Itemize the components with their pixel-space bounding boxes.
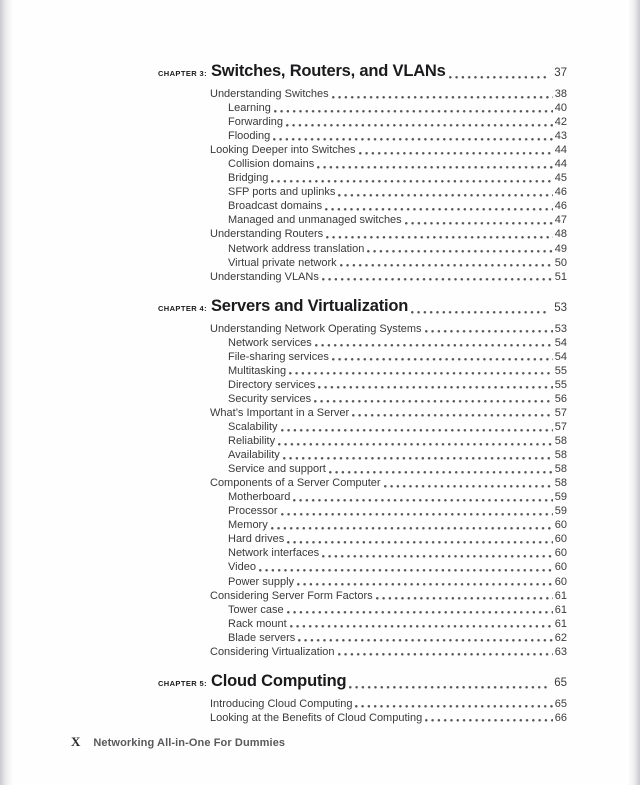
dot-leader — [278, 504, 555, 518]
toc-entry-row — [155, 350, 567, 364]
dot-leader — [352, 697, 554, 711]
entry-label: Managed and unmanaged switches — [228, 214, 402, 227]
dot-leader — [275, 434, 555, 448]
dot-leader — [256, 560, 555, 574]
entry-label: Broadcast domains — [228, 200, 323, 213]
dot-leader — [319, 270, 555, 284]
dot-leader — [349, 406, 555, 420]
entry-label: Availability — [228, 449, 280, 462]
chapter-page-number: 53 — [554, 301, 567, 314]
toc-entry-row — [155, 518, 567, 532]
dot-leader — [381, 476, 555, 490]
entry-page-number: 57 — [554, 406, 567, 419]
chapter-page-number: 65 — [554, 676, 567, 689]
table-of-contents — [155, 62, 567, 725]
dot-leader — [271, 101, 555, 115]
entry-label: Power supply — [228, 575, 295, 588]
entry-label: Looking Deeper into Switches — [210, 144, 356, 157]
entry-label: Video — [228, 561, 256, 574]
dot-leader — [295, 631, 554, 645]
entry-label: Directory services — [228, 378, 316, 391]
entry-page-number: 60 — [554, 547, 567, 560]
entry-label: Service and support — [228, 463, 326, 476]
entry-page-number: 61 — [554, 603, 567, 616]
entry-label: Network address translation — [228, 242, 365, 255]
entry-page-number: 62 — [554, 631, 567, 644]
entry-label: Understanding Routers — [210, 228, 324, 241]
entry-page-number: 50 — [554, 256, 567, 269]
page-edge-shadow-right — [628, 0, 640, 785]
chapter-heading-row — [155, 672, 567, 693]
entry-page-number: 46 — [554, 200, 567, 213]
dot-leader — [364, 242, 554, 256]
entry-page-number: 58 — [554, 449, 567, 462]
dot-leader — [402, 213, 555, 227]
entry-label: Memory — [228, 519, 268, 532]
toc-entry-row — [155, 697, 567, 711]
chapter-title: Cloud Computing — [211, 671, 347, 690]
entry-page-number: 44 — [554, 158, 567, 171]
entry-label: Bridging — [228, 172, 269, 185]
toc-entry-row — [155, 115, 567, 129]
dot-leader — [268, 171, 554, 185]
entry-page-number: 54 — [554, 350, 567, 363]
toc-entry-row — [155, 87, 567, 101]
toc-entry-row — [155, 143, 567, 157]
entry-page-number: 58 — [554, 477, 567, 490]
entry-page-number: 61 — [554, 617, 567, 630]
toc-entry-row — [155, 603, 567, 617]
dot-leader — [326, 462, 555, 476]
toc-entry-row — [155, 322, 567, 336]
entry-label: Security services — [228, 392, 312, 405]
entry-label: Understanding Switches — [210, 88, 329, 100]
toc-entry-row — [155, 129, 567, 143]
entry-label: Reliability — [228, 435, 276, 448]
entry-label: What’s Important in a Server — [210, 406, 350, 419]
entry-page-number: 59 — [554, 491, 567, 504]
toc-entry-row — [155, 617, 567, 631]
footer-page-number: X — [71, 734, 81, 749]
toc-entry-row — [155, 242, 567, 256]
toc-entry-row — [155, 406, 567, 420]
toc-entry-row — [155, 378, 567, 392]
entry-page-number: 46 — [554, 186, 567, 199]
entry-page-number: 54 — [554, 336, 567, 349]
entry-page-number: 59 — [554, 505, 567, 518]
toc-entry-row — [155, 711, 567, 725]
toc-entry-row — [155, 392, 567, 406]
entry-label: Network interfaces — [228, 547, 320, 560]
entry-label: Considering Server Form Factors — [210, 589, 373, 602]
dot-leader — [373, 589, 555, 603]
chapter-heading-row — [155, 297, 567, 318]
entry-page-number: 51 — [554, 270, 567, 283]
dot-leader — [329, 87, 555, 101]
entry-page-number: 38 — [554, 88, 567, 100]
entry-page-number: 63 — [554, 645, 567, 658]
toc-entry-row — [155, 532, 567, 546]
toc-entry-row — [155, 171, 567, 185]
toc-entry-row — [155, 227, 567, 241]
toc-entry-row — [155, 199, 567, 213]
entry-label: Hard drives — [228, 533, 285, 546]
dot-leader — [268, 518, 555, 532]
entry-page-number: 49 — [554, 242, 567, 255]
entry-label: Motherboard — [228, 491, 291, 504]
entry-page-number: 56 — [554, 392, 567, 405]
entry-label: Rack mount — [228, 617, 287, 630]
toc-entry-row — [155, 101, 567, 115]
toc-entry-row — [155, 589, 567, 603]
page-footer — [71, 734, 285, 750]
chapter-heading-row — [155, 62, 567, 83]
entry-page-number: 66 — [554, 711, 567, 724]
toc-entry-row — [155, 645, 567, 659]
entry-page-number: 65 — [554, 697, 567, 710]
chapter-block — [155, 297, 567, 659]
dot-leader — [312, 336, 555, 350]
dot-leader — [446, 62, 552, 83]
toc-entry-row — [155, 560, 567, 574]
toc-entry-row — [155, 448, 567, 462]
entry-label: Forwarding — [228, 116, 284, 129]
dot-leader — [283, 115, 555, 129]
dot-leader — [422, 322, 555, 336]
toc-entry-row — [155, 476, 567, 490]
dot-leader — [335, 185, 554, 199]
dot-leader — [294, 575, 555, 589]
entry-label: Learning — [228, 102, 271, 115]
dot-leader — [287, 617, 555, 631]
dot-leader — [314, 157, 555, 171]
dot-leader — [280, 448, 555, 462]
entry-page-number: 44 — [554, 144, 567, 157]
entry-label: Collision domains — [228, 158, 315, 171]
entry-page-number: 57 — [554, 420, 567, 433]
entry-page-number: 60 — [554, 575, 567, 588]
dot-leader — [278, 420, 555, 434]
chapter-label: CHAPTER 4: — [157, 303, 207, 313]
entry-page-number: 48 — [554, 228, 567, 241]
toc-entry-row — [155, 462, 567, 476]
dot-leader — [290, 490, 554, 504]
entry-label: Multitasking — [228, 364, 287, 377]
entry-label: Tower case — [228, 603, 284, 616]
entry-page-number: 58 — [554, 435, 567, 448]
toc-entry-row — [155, 490, 567, 504]
toc-entry-row — [155, 546, 567, 560]
entry-label: Looking at the Benefits of Cloud Computing — [210, 711, 423, 724]
entry-label: File-sharing services — [228, 350, 329, 363]
chapter-block — [155, 672, 567, 725]
entry-label: Considering Virtualization — [210, 645, 335, 658]
entry-label: Introducing Cloud Computing — [210, 697, 353, 710]
toc-entry-row — [155, 256, 567, 270]
page-edge-shadow-left — [0, 0, 13, 785]
dot-leader — [337, 256, 555, 270]
dot-leader — [322, 199, 555, 213]
entry-label: Network services — [228, 336, 312, 349]
chapter-title: Servers and Virtualization — [211, 296, 409, 315]
entry-page-number: 55 — [554, 364, 567, 377]
entry-page-number: 60 — [554, 533, 567, 546]
entry-page-number: 60 — [554, 519, 567, 532]
footer-book-title: Networking All-in-One For Dummies — [93, 737, 286, 749]
entry-label: Understanding VLANs — [210, 270, 319, 283]
dot-leader — [335, 645, 555, 659]
entry-page-number: 61 — [554, 589, 567, 602]
toc-entry-row — [155, 364, 567, 378]
entry-page-number: 42 — [554, 116, 567, 129]
chapter-title: Switches, Routers, and VLANs — [211, 62, 446, 80]
toc-entry-row — [155, 270, 567, 284]
entry-page-number: 40 — [554, 102, 567, 115]
entry-label: Components of a Server Computer — [210, 477, 381, 490]
dot-leader — [286, 364, 555, 378]
toc-entry-row — [155, 434, 567, 448]
dot-leader — [284, 532, 555, 546]
chapter-block — [155, 62, 567, 284]
toc-entry-row — [155, 575, 567, 589]
toc-entry-row — [155, 185, 567, 199]
entry-label: SFP ports and uplinks — [228, 186, 336, 199]
dot-leader — [270, 129, 555, 143]
toc-entry-row — [155, 504, 567, 518]
entry-page-number: 43 — [554, 130, 567, 143]
dot-leader — [356, 143, 555, 157]
toc-entry-row — [155, 213, 567, 227]
entry-page-number: 53 — [554, 322, 567, 335]
dot-leader — [284, 603, 555, 617]
toc-entry-row — [155, 336, 567, 350]
dot-leader — [422, 711, 555, 725]
entry-page-number: 47 — [554, 214, 567, 227]
entry-label: Scalability — [228, 420, 278, 433]
chapter-label: CHAPTER 5: — [157, 678, 207, 688]
entry-label: Processor — [228, 505, 278, 518]
dot-leader — [346, 672, 551, 693]
entry-page-number: 58 — [554, 463, 567, 476]
entry-label: Understanding Network Operating Systems — [210, 322, 422, 335]
chapter-page-number: 37 — [554, 67, 567, 79]
dot-leader — [323, 227, 555, 241]
entry-label: Virtual private network — [228, 256, 337, 269]
toc-entry-row — [155, 420, 567, 434]
dot-leader — [329, 350, 555, 364]
chapter-label: CHAPTER 3: — [157, 69, 207, 78]
dot-leader — [408, 297, 551, 318]
entry-label: Blade servers — [228, 631, 296, 644]
dot-leader — [311, 392, 555, 406]
entry-page-number: 55 — [554, 378, 567, 391]
toc-entry-row — [155, 157, 567, 171]
dot-leader — [315, 378, 554, 392]
entry-page-number: 60 — [554, 561, 567, 574]
entry-page-number: 45 — [554, 172, 567, 185]
entry-label: Flooding — [228, 130, 271, 143]
toc-entry-row — [155, 631, 567, 645]
dot-leader — [319, 546, 555, 560]
